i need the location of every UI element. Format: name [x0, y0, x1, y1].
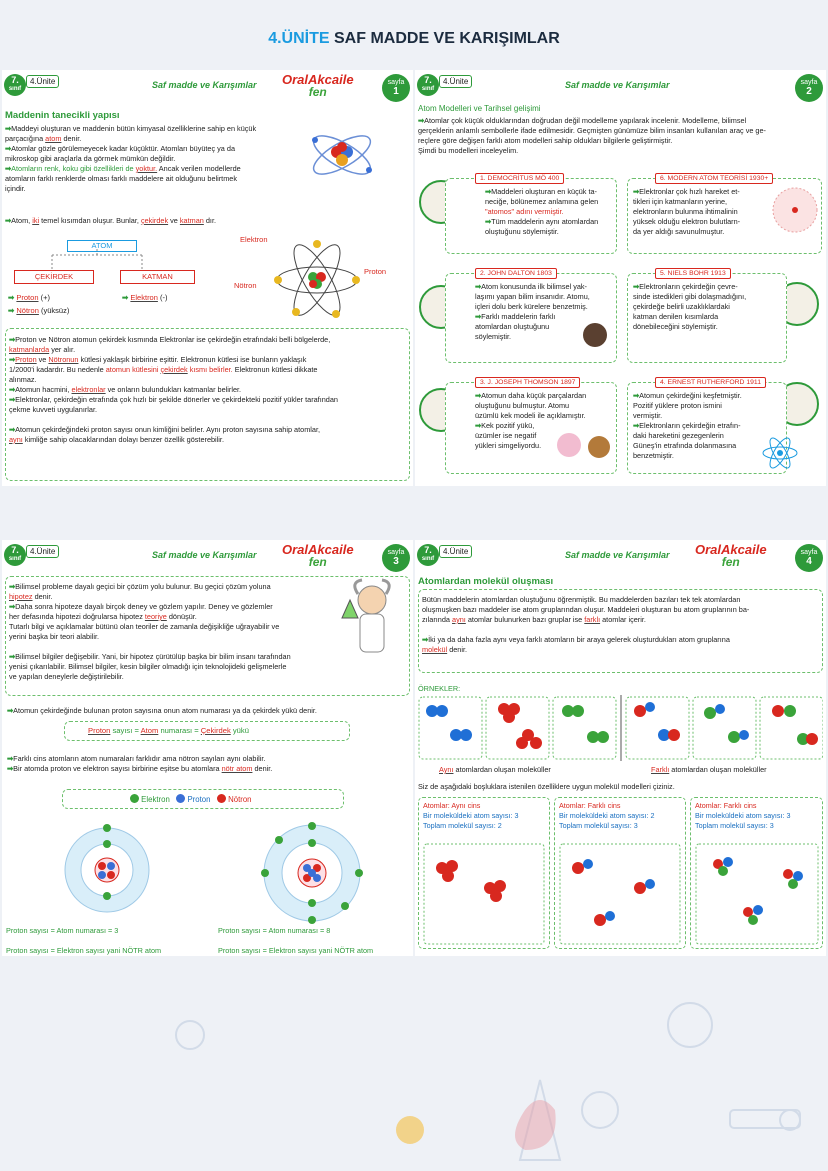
- model-text-thomson: ➡Atomun daha küçük parçalardan oluştuğunu bulmuştur. Atomu üzümlü kek modeli ile açıklamıştır. ➡Kek pozitif yükü, üzümler ise negatif yükleri simgeliyordu.: [475, 391, 587, 450]
- drawing-box-3-text: Atomlar: Farklı cins Bir moleküldeki atom sayısı: 3 Toplam molekül sayısı: 3: [695, 801, 791, 830]
- unit-label: 4.Ünite: [439, 545, 472, 558]
- caption-lithium: Proton sayısı = Atom numarası = 3 Proton sayısı = Elektron sayısı yani NÖTR atom: [6, 926, 162, 955]
- thomson-cake: [555, 425, 615, 465]
- legend: Elektron Proton Nötron: [130, 794, 350, 805]
- topic-title: Saf madde ve Karışımlar: [152, 550, 257, 560]
- unit-label: 4.Ünite: [439, 75, 472, 88]
- section-heading: Maddenin tanecikli yapısı: [5, 110, 120, 121]
- section-heading: Atom Modelleri ve Tarihsel gelişimi: [418, 104, 541, 113]
- model-label-proton: Proton: [364, 267, 387, 276]
- page-number-badge: sayfa 1: [382, 74, 410, 102]
- intro-paragraph: ➡Atomlar çok küçük olduklarından doğrudan değil modelleme yapılarak incelenir. Modelleme, bilimsel gerçeklerin anlamlı sembollerle ifade edilmesidir. Geçmişten günümüze bilim insanları kullanılan araç ve ge- reçlere göre değişen farklı atom modelleri sahip oldukları bilgilerle geliştirmiştir. Şimdi bu modelleri inceleyelim.: [418, 116, 766, 155]
- drawing-box-1-text: Atomlar: Aynı cins Bir moleküldeki atom sayısı: 3 Toplam molekül sayısı: 2: [423, 801, 519, 830]
- examples-label: ÖRNEKLER:: [418, 684, 461, 693]
- caption-oxygen: Proton sayısı = Atom numarası = 8 Proton sayısı = Elektron sayısı yani NÖTR atom: [218, 926, 374, 955]
- page-number-badge: sayfa 4: [795, 544, 823, 572]
- page-header: [415, 70, 826, 102]
- background-decoration: [0, 960, 828, 1171]
- paragraph-definition: ➡Maddeyi oluşturan ve maddenin bütün kimyasal özelliklerine sahip en küçük parçacığına atom denir. ➡Atomlar gözle görülemeyecek kadar küçüktür. Atomları büyüteç ya da mikroskop gibi araçlarla da görmek mümkün değildir. ➡Atomların renk, koku gibi özellikleri de yoktur. Ancak verilen modellerde atomların farklı renklerde olması farklı maddelere ait olduğunu belirtmek içindir.: [5, 124, 257, 193]
- atom-orbit-model: [272, 240, 362, 320]
- drawing-box-2-text: Atomlar: Farklı cins Bir moleküldeki atom sayısı: 2 Toplam molekül sayısı: 3: [559, 801, 655, 830]
- electron-cloud: [770, 185, 820, 235]
- science-method-text: ➡Bilimsel probleme dayalı geçici bir çözüm yolu bulunur. Bu geçici çözüm yoluna hipotez denir. ➡Daha sonra hipoteze dayalı birçok deney ve gözlem yapılır. Deney ve gözlemler her defasında hipotezi doğrularsa hipotez teoriye dönüşür. Tutarlı bilgi ve açıklamalar bütünü olan teoriler de zamanla değişikliğe uğrayabilir ve yerini başka bir teori alabilir. ➡Bilimsel bilgiler değişebilir. Yani, bir hipotez çürütülüp başka bir bilim insanı tarafından yenisi çıkarılabilir. Bilimsel bilgiler, kesin bilgiler olmadığı için teknolojideki gelişmelerle ve yapılan deneylerle değiştirilebilir.: [9, 582, 291, 681]
- grade-badge: 7. sınıf: [417, 544, 439, 566]
- legend-proton-dot: [176, 794, 185, 803]
- paragraph-atom-parts: ➡Atom, iki temel kısımdan oluşur. Bunlar, çekirdek ve katman dır.: [5, 216, 216, 225]
- logo: OralAkcaile fen: [282, 72, 354, 99]
- main-title: 4.ÜNİTE SAF MADDE VE KARIŞIMLAR: [268, 30, 560, 47]
- diagram-atom: ATOM: [67, 240, 137, 252]
- worksheet-page-1: [2, 70, 413, 486]
- worksheet-page-3: [2, 540, 413, 956]
- model-head-dalton: 2. JOHN DALTON 1803: [475, 268, 557, 279]
- diagram-notron: ➡ Nötron (yüksüz): [8, 306, 70, 315]
- page-header: [415, 540, 826, 572]
- oxygen-atom-model: [257, 818, 367, 928]
- grade-badge: 7. sınıf: [417, 74, 439, 96]
- info-box-text: ➡Proton ve Nötron atomun çekirdek kısmında Elektronlar ise çekirdeğin etrafındaki belli bölgelerde, katmanlarda yer alır. ➡Proton ve Nötronun kütlesi yaklaşık birbirine eşittir. Elektronun kütlesi ise bunların yaklaşık 1/2000'i kadardır. Bu nedenle atomun kütlesini çekirdek kısmı belirler. Elektronun kütlesi dikkate alınmaz. ➡Atomun hacmini, elektronlar ve onların bulundukları katmanlar belirler. ➡Elektronlar, çekirdeğin etrafında çok hızlı bir şekilde dönerler ve çekirdekteki pozitif yükler tarafından çekme kuvveti uygulanırlar. ➡Atomun çekirdeğindeki proton sayısı onun kimliğini belirler. Aynı proton sayısına sahip atomlar, aynı kimliğe sahip olacaklarından dolayı benzer özellik gösterebilir.: [9, 335, 338, 444]
- diagram-elektron: ➡ Elektron (-): [122, 293, 168, 302]
- atom-illustration: [307, 120, 377, 190]
- equation: Proton sayısı = Atom numarası = Çekirdek yükü: [88, 726, 249, 735]
- unit-label: 4.Ünite: [26, 75, 59, 88]
- logo: OralAkcaile fen: [695, 542, 767, 569]
- molecule-examples: [418, 695, 823, 763]
- model-head-democritus: 1. DEMOCRİTUS MÖ 400: [475, 173, 564, 184]
- diagram-proton: ➡ Proton (+): [8, 293, 50, 302]
- grade-badge: 7. sınıf: [4, 74, 26, 96]
- grade-badge: 7. sınıf: [4, 544, 26, 566]
- model-label-elektron: Elektron: [240, 235, 268, 244]
- rutherford-atom: [760, 435, 800, 471]
- molecule-intro-text: Bütün maddelerin atomlardan oluştuğunu öğrenmiştik. Bu maddelerden bazıları tek tek atomlardan oluşmuşken bazı maddeler ise atom gruplarından oluşur. Maddeleri oluşturan bu atom gruplarının ba- zılarında aynı atomlar bulunurken bazı gruplar ise farklı atomlar içerir. ➡İki ya da daha fazla aynı veya farklı atomların bir araya gelerek oluşturdukları atom gruplarına molekül denir.: [422, 595, 750, 654]
- model-label-notron: Nötron: [234, 281, 257, 290]
- drawing-instruction: Siz de aşağıdaki boşluklara istenilen özelliklere uygun molekül modelleri çiziniz.: [418, 782, 675, 791]
- page-header: [2, 540, 413, 572]
- topic-title: Saf madde ve Karışımlar: [565, 550, 670, 560]
- caption-same-atoms: Aynı atomlardan oluşan moleküller: [439, 765, 551, 774]
- page-header: [2, 70, 413, 102]
- caption-different-atoms: Farklı atomlardan oluşan moleküller: [651, 765, 767, 774]
- model-text-modern: ➡Elektronlar çok hızlı hareket et- tikleri için katmanların yerine, elektronların bulunma ihtimalinin yüksek olduğu elektron bulutlarn- da yer aldığı savunulmuştur.: [633, 187, 741, 236]
- model-text-rutherford: ➡Atomun çekirdeğini keşfetmiştir. Pozitif yüklere proton ismini vermiştir. ➡Elektronların çekirdeğin etrafın- daki hareketini gezegenlerin Güneş'in etrafında dolanmasına benzetmiştir.: [633, 391, 742, 460]
- page-number-badge: sayfa 3: [382, 544, 410, 572]
- diagram-cekirdek: ÇEKİRDEK: [14, 270, 94, 284]
- model-head-rutherford: 4. ERNEST RUTHERFORD 1911: [655, 377, 766, 388]
- model-head-thomson: 3. J. JOSEPH THOMSON 1897: [475, 377, 580, 388]
- drawn-molecules: [418, 840, 823, 949]
- worksheet-page-4: [415, 540, 826, 956]
- atom-number-definition: ➡Atomun çekirdeğinde bulunan proton sayısına onun atom numarası ya da çekirdek yükü denir.: [7, 706, 317, 715]
- model-text-democritus: ➡Maddeleri oluşturan en küçük ta- neciğe, bölünemez anlamına gelen "atomos" adını vermiştir. ➡Tüm maddelerin aynı atomlardan oluştuğunu söylemiştir.: [485, 187, 599, 236]
- model-head-bohr: 5. NIELS BOHR 1913: [655, 268, 731, 279]
- worksheet-page-2: [415, 70, 826, 486]
- model-head-modern: 6. MODERN ATOM TEORİSİ 1930+: [655, 173, 773, 184]
- legend-neutron-dot: [217, 794, 226, 803]
- legend-electron-dot: [130, 794, 139, 803]
- logo: OralAkcaile fen: [282, 542, 354, 569]
- section-heading: Atomlardan molekül oluşması: [418, 576, 554, 587]
- dalton-sphere: [580, 320, 610, 350]
- scientist-illustration: [332, 578, 402, 658]
- lithium-atom-model: [52, 822, 162, 922]
- model-text-dalton: ➡Atom konusunda ilk bilimsel yak- laşımı yapan bilim insanıdır. Atomu, içleri dolu berk kürelere benzetmiş. ➡Farklı maddelerin farklı atomlardan oluştuğunu söylemiştir.: [475, 282, 590, 341]
- model-text-bohr: ➡Elektronların çekirdeğin çevre- sinde istedikleri gibi dolaşmadığını, çekirdeğe belirli uzaklıklardaki katman denilen kısımlarda dönebileceğini söylemiştir.: [633, 282, 747, 331]
- topic-title: Saf madde ve Karışımlar: [152, 80, 257, 90]
- page-number-badge: sayfa 2: [795, 74, 823, 102]
- diagram-katman: KATMAN: [120, 270, 195, 284]
- topic-title: Saf madde ve Karışımlar: [565, 80, 670, 90]
- unit-label: 4.Ünite: [26, 545, 59, 558]
- neutral-atom-text: ➡Farklı cins atomların atom numaraları farklıdır ama nötron sayıları aynı olabilir. ➡Bir atomda proton ve elektron sayısı birbirine eşitse bu atomlara nötr atom denir.: [7, 754, 273, 773]
